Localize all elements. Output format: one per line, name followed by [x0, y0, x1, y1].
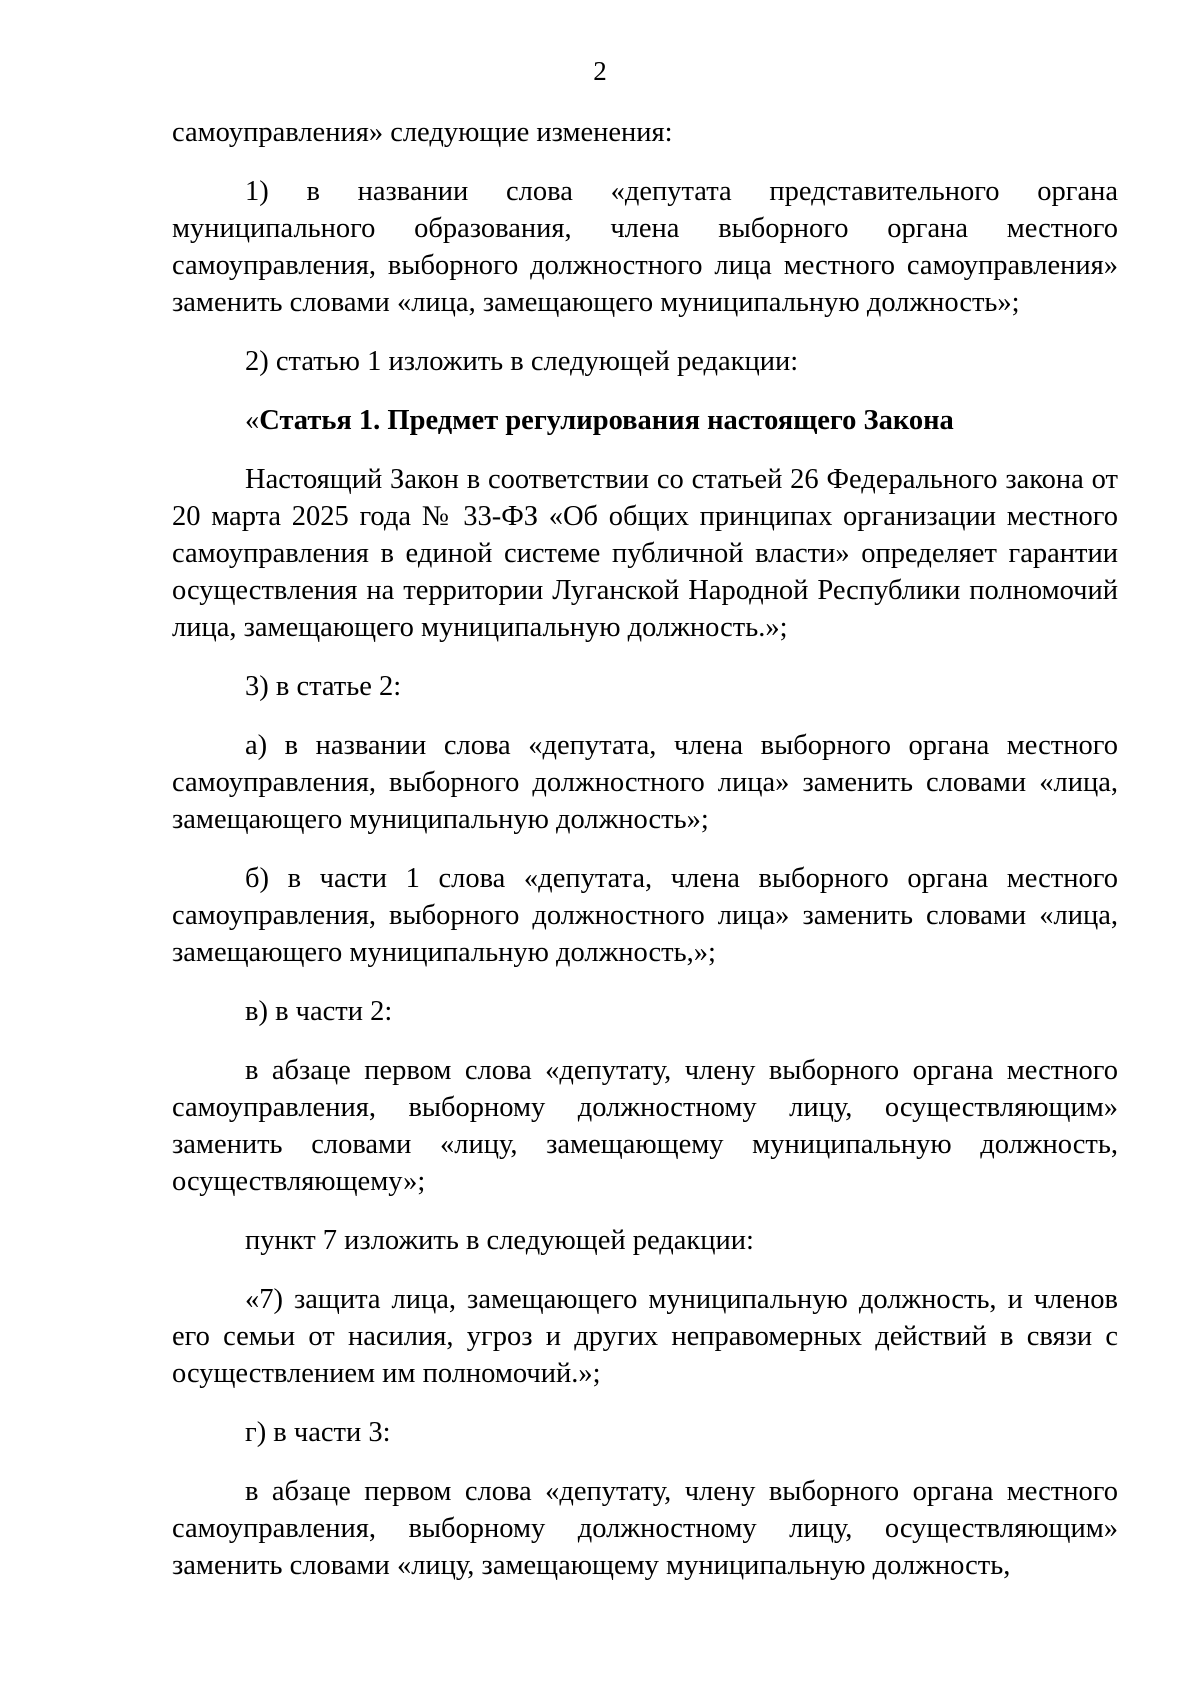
paragraph-continuation: самоуправления» следующие изменения:	[172, 117, 673, 148]
paragraph-item-2: 2) статью 1 изложить в следующей редакции:	[245, 346, 799, 377]
paragraph-item-1: 1) в названии слова «депутата представительного органа муниципального образования, члена выборного органа местного самоуправления, выборного должностного лица местного самоуправления» заменить словами «лица, замещающего муниципальную должность»;	[172, 176, 1118, 318]
heading-open-quote: «	[245, 405, 260, 436]
paragraph-subitem-v: в) в части 2:	[245, 996, 393, 1027]
document-body	[172, 114, 1118, 1606]
page-number: 2	[593, 56, 607, 86]
paragraph-point-7-text: «7) защита лица, замещающего муниципальную должность, и членов его семьи от насилия, угроз и других неправомерных действий в связи с осуществлением им полномочий.»;	[172, 1284, 1118, 1389]
paragraph-first-clause-part-2: в абзаце первом слова «депутату, члену выборного органа местного самоуправления, выборному должностному лицу, осуществляющим» заменить словами «лицу, замещающему муниципальную должность, осуществляющему»;	[172, 1055, 1118, 1197]
paragraph-point-7-intro: пункт 7 изложить в следующей редакции:	[245, 1225, 754, 1256]
paragraph-article-1-text: Настоящий Закон в соответствии со статьей 26 Федерального закона от 20 марта 2025 года № 33-ФЗ «Об общих принципах организации местного самоуправления в единой системе публичной власти» определяет гарантии осуществления на территории Луганской Народной Республики полномочий лица, замещающего муниципальную должность.»;	[172, 464, 1118, 643]
paragraph-subitem-a: а) в названии слова «депутата, члена выборного органа местного самоуправления, выборного должностного лица» заменить словами «лица, замещающего муниципальную должность»;	[172, 730, 1118, 835]
heading-text: Статья 1. Предмет регулирования настоящего Закона	[259, 405, 954, 436]
paragraph-item-3: 3) в статье 2:	[245, 671, 402, 702]
paragraph-first-clause-part-3: в абзаце первом слова «депутату, члену выборного органа местного самоуправления, выборному должностному лицу, осуществляющим» заменить словами «лицу, замещающему муниципальную должность,	[172, 1476, 1118, 1581]
paragraph-subitem-g: г) в части 3:	[245, 1417, 391, 1448]
paragraph-subitem-b: б) в части 1 слова «депутата, члена выборного органа местного самоуправления, выборного должностного лица» заменить словами «лица, замещающего муниципальную должность,»;	[172, 863, 1118, 968]
article-heading	[172, 402, 1118, 439]
